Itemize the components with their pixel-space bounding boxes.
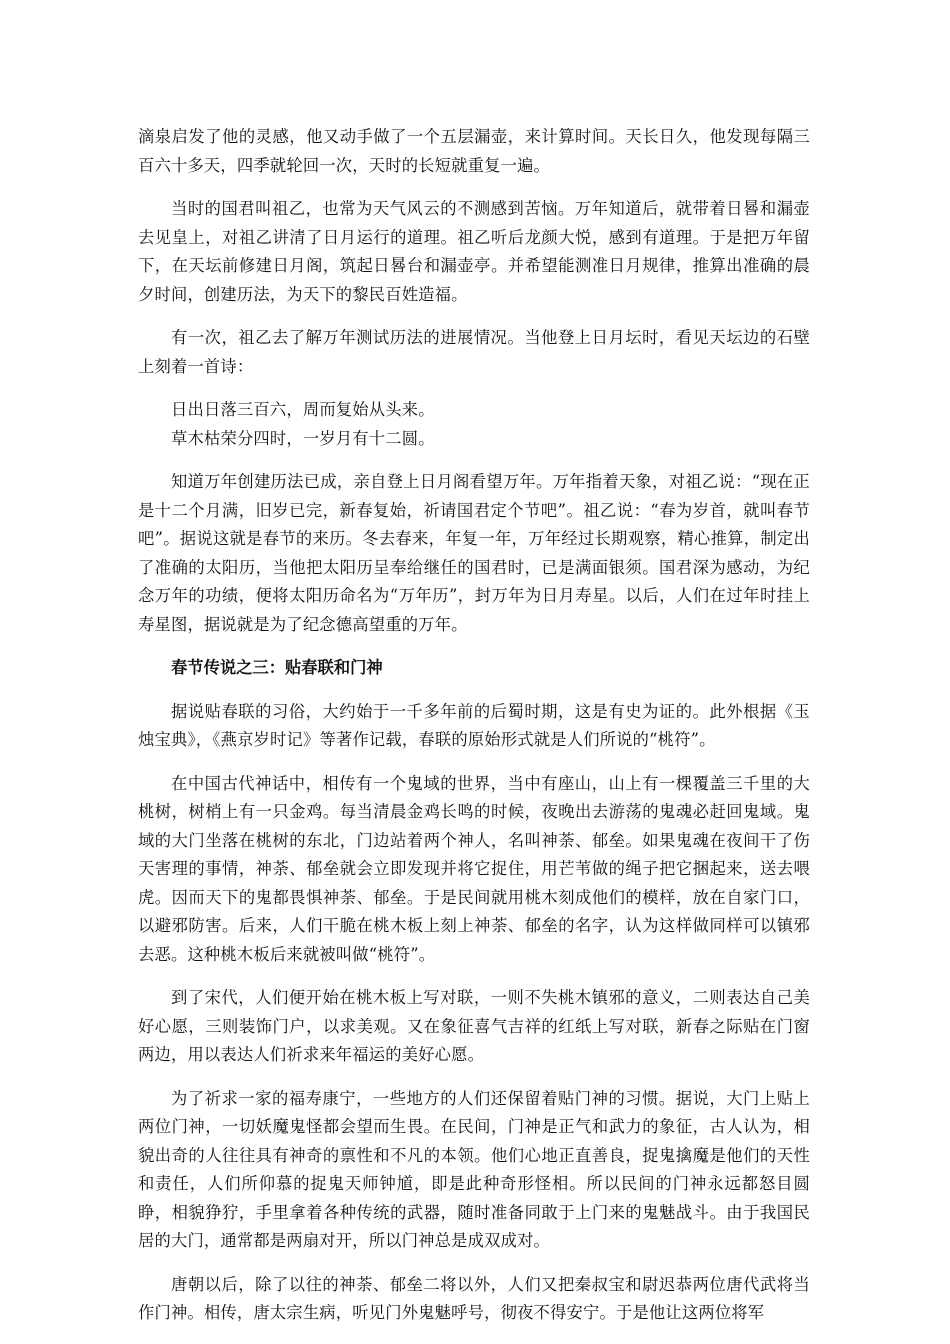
paragraph: 滴泉启发了他的灵感，他又动手做了一个五层漏壶，来计算时间。天长日久，他发现每隔三百六十多天，四季就轮回一次，天时的长短就重复一遍。 [138, 127, 810, 175]
section-heading: 春节传说之三：贴春联和门神 [171, 658, 383, 677]
paragraph: 据说贴春联的习俗，大约始于一千多年前的后蜀时期，这是有史为证的。此外根据《玉烛宝典》，《燕京岁时记》等著作记载，春联的原始形式就是人们所说的“桃符”。 [138, 701, 810, 749]
poem-line: 日出日落三百六，周而复始从头来。 [171, 400, 435, 419]
paragraph: 在中国古代神话中，相传有一个鬼域的世界，当中有座山，山上有一棵覆盖三千里的大桃树，树梢上有一只金鸡。每当清晨金鸡长鸣的时候，夜晚出去游荡的鬼魂必赶回鬼域。鬼域的大门坐落在桃树的东北，门边站着两个神人，名叫神荼、郁垒。如果鬼魂在夜间干了伤天害理的事情，神荼、郁垒就会立即发现并将它捉住，用芒苇做的绳子把它捆起来，送去喂虎。因而天下的鬼都畏惧神荼、郁垒。于是民间就用桃木刻成他们的模样，放在自家门口，以避邪防害。后来，人们干脆在桃木板上刻上神荼、郁垒的名字，认为这样做同样可以镇邪去恶。这种桃木板后来就被叫做“桃符”。 [138, 773, 810, 964]
paragraph: 唐朝以后，除了以往的神荼、郁垒二将以外，人们又把秦叔宝和尉迟恭两位唐代武将当作门神。相传，唐太宗生病，听见门外鬼魅呼号，彻夜不得安宁。于是他让这两位将军 [138, 1274, 810, 1322]
paragraph: 有一次，祖乙去了解万年测试历法的进展情况。当他登上日月坛时，看见天坛边的石壁上刻着一首诗： [138, 328, 810, 376]
paragraph: 知道万年创建历法已成，亲自登上日月阁看望万年。万年指着天象，对祖乙说：“现在正是十二个月满，旧岁已完，新春复始，祈请国君定个节吧”。祖乙说：“春为岁首，就叫春节吧”。据说这就是春节的来历。冬去春来，年复一年，万年经过长期观察，精心推算，制定出了准确的太阳历，当他把太阳历呈奉给继任的国君时，已是满面银须。国君深为感动，为纪念万年的功绩，便将太阳历命名为“万年历”，封万年为日月寿星。以后，人们在过年时挂上寿星图，据说就是为了纪念德高望重的万年。 [138, 472, 810, 634]
paragraph: 当时的国君叫祖乙，也常为天气风云的不测感到苦恼。万年知道后，就带着日晷和漏壶去见皇上，对祖乙讲清了日月运行的道理。祖乙听后龙颜大悦，感到有道理。于是把万年留下，在天坛前修建日月阁，筑起日晷台和漏壶亭。并希望能测准日月规律，推算出准确的晨夕时间，创建历法，为天下的黎民百姓造福。 [138, 199, 810, 304]
paragraph: 到了宋代，人们便开始在桃木板上写对联，一则不失桃木镇邪的意义，二则表达自己美好心愿，三则装饰门户，以求美观。又在象征喜气吉祥的红纸上写对联，新春之际贴在门窗两边，用以表达人们祈求来年福运的美好心愿。 [138, 988, 810, 1064]
poem-block [138, 396, 810, 453]
paragraph: 为了祈求一家的福寿康宁，一些地方的人们还保留着贴门神的习惯。据说，大门上贴上两位门神，一切妖魔鬼怪都会望而生畏。在民间，门神是正气和武力的象征，古人认为，相貌出奇的人往往具有神奇的禀性和不凡的本领。他们心地正直善良，捉鬼擒魔是他们的天性和责任，人们所仰慕的捉鬼天师钟馗，即是此种奇形怪相。所以民间的门神永远都怒目圆睁，相貌狰狞，手里拿着各种传统的武器，随时准备同敢于上门来的鬼魅战斗。由于我国民居的大门，通常都是两扇对开，所以门神总是成双成对。 [138, 1088, 810, 1250]
document-body [138, 123, 810, 1343]
poem-line: 草木枯荣分四时，一岁月有十二圆。 [171, 428, 435, 448]
